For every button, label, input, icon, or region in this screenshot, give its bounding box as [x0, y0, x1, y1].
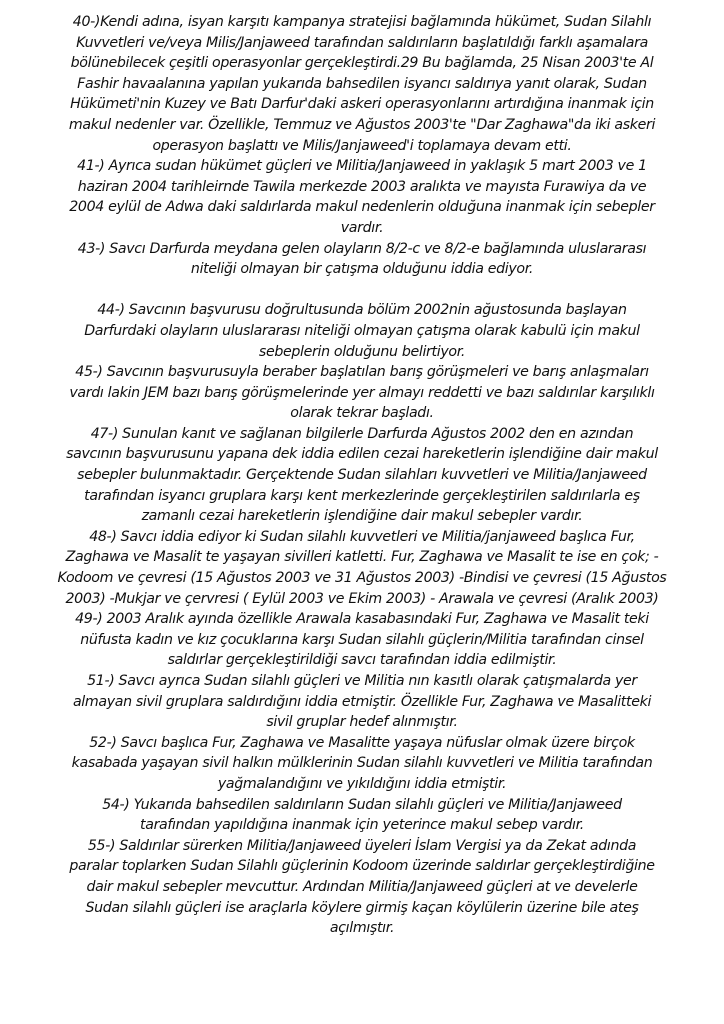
text-line: Zaghawa ve Masalit te yaşayan sivilleri katletti. Fur, Zaghawa ve Masalit te ise en çok; - — [65, 549, 659, 566]
text-line: sebepler bulunmaktadır. Gerçektende Sudan silahları kuvvetleri ve Militia/Janjaweed — [77, 467, 647, 484]
text-line: 41-) Ayrıca sudan hükümet güçleri ve Militia/Janjaweed in yaklaşık 5 mart 2003 ve 1 — [77, 158, 647, 175]
document-page — [0, 12, 724, 939]
text-line: 55-) Saldırılar sürerken Militia/Janjaweed üyeleri İslam Vergisi ya da Zekat adında — [87, 837, 637, 854]
text-line: tarafından isyancı gruplara karşı kent merkezlerinde gerçekleştirilen saldırılarla eş — [84, 487, 640, 504]
paragraph-45 — [0, 362, 724, 424]
text-line: tarafından yapıldığına inanmak için yeterince makul sebep vardır. — [140, 817, 584, 834]
text-line: kasabada yaşayan sivil halkın mülklerinin Sudan silahlı kuvvetleri ve Militia tarafından — [71, 755, 653, 772]
text-line: açılmıştır. — [329, 920, 395, 937]
text-line: Sudan silahlı güçleri ise araçlarla köylere girmiş kaçan köylülerin üzerine bile ateş — [85, 899, 639, 916]
text-line: 51-) Savcı ayrıca Sudan silahlı güçleri ve Militia nın kasıtlı olarak çatışmalarda yer — [87, 673, 637, 689]
paragraph-51 — [0, 671, 724, 733]
text-line: Kuvvetleri ve/veya Milis/Janjaweed tarafından saldırıların başlatıldığı farklı aşamalara — [76, 34, 648, 51]
text-line: 52-) Savcı başlıca Fur, Zaghawa ve Masalitte yaşaya nüfuslar olmak üzere birçok — [89, 734, 635, 751]
text-line: 47-) Sunulan kanıt ve sağlanan bilgilerle Darfurda Ağustos 2002 den en azından — [90, 425, 634, 442]
paragraph-49 — [0, 609, 724, 671]
text-line: paralar toplarken Sudan Silahlı güçlerinin Kodoom üzerinde saldırlar gerçekleştirdiğine — [69, 858, 655, 875]
text-line: 40-)Kendi adına, isyan karşıtı kampanya stratejisi bağlamında hükümet, Sudan Silahlı — [72, 14, 652, 30]
paragraph-43 — [0, 239, 724, 280]
paragraph-44 — [0, 300, 724, 362]
text-line: nüfusta kadın ve kız çocuklarına karşı Sudan silahlı güçlerin/Militia tarafından cinsel — [80, 631, 644, 648]
text-line: dair makul sebepler mevcuttur. Ardından Militia/Janjaweed güçleri at ve develerle — [86, 878, 638, 895]
paragraph-47 — [0, 424, 724, 527]
text-line: vardır. — [340, 219, 384, 236]
text-line: olarak tekrar başladı. — [290, 405, 434, 422]
text-line: Hükümeti'nin Kuzey ve Batı Darfur'daki askeri operasyonlarını artırdığına inanmak için — [70, 96, 654, 113]
text-line: 45-) Savcının başvurusuyla beraber başlatılan barış görüşmeleri ve barış anlaşmaları — [75, 364, 649, 381]
text-line: sebeplerin olduğunu belirtiyor. — [258, 343, 466, 360]
text-line: 2003) -Mukjar ve çervresi ( Eylül 2003 ve Ekim 2003) - Arawala ve çevresi (Aralık 2003) — [65, 590, 659, 607]
blank-line — [0, 280, 724, 301]
text-line: haziran 2004 tarihleirnde Tawila merkezde 2003 aralıkta ve mayısta Furawiya da ve — [77, 178, 647, 195]
text-line: Kodoom ve çevresi (15 Ağustos 2003 ve 31 Ağustos 2003) -Bindisi ve çevresi (15 Ağustos — [57, 570, 667, 587]
text-line: 49-) 2003 Aralık ayında özellikle Arawala kasabasındaki Fur, Zaghawa ve Masalit teki — [75, 611, 649, 628]
paragraph-41 — [0, 156, 724, 238]
text-line: vardı lakin JEM bazı barış görüşmelerinde yer almayı reddetti ve bazı saldırılar karşılıklı — [69, 384, 655, 401]
text-line: saldırlar gerçekleştirildiği savcı tarafından iddia edilmiştir. — [167, 652, 557, 669]
text-line: operasyon başlattı ve Milis/Janjaweed'i toplamaya devam etti. — [152, 137, 572, 154]
paragraph-48 — [0, 527, 724, 609]
text-line: 2004 eylül de Adwa daki saldırlarda makul nedenlerin olduğuna inanmak için sebepler — [69, 199, 655, 216]
text-line: Darfurdaki olayların uluslararası niteliği olmayan çatışma olarak kabulü için makul — [84, 322, 640, 339]
text-line: makul nedenler var. Özellikle, Temmuz ve Ağustos 2003'te "Dar Zaghawa"da iki askeri — [68, 116, 656, 133]
text-line: sivil gruplar hedef alınmıştır. — [266, 714, 458, 731]
text-line: yağmalandığını ve yıkıldığını iddia etmiştir. — [217, 775, 507, 792]
text-line: zamanlı cezai hareketlerin işlendiğine dair makul sebepler vardır. — [141, 508, 583, 525]
text-line: 54-) Yukarıda bahsedilen saldırıların Sudan silahlı güçleri ve Militia/Janjaweed — [102, 796, 622, 813]
text-line: 48-) Savcı iddia ediyor ki Sudan silahlı kuvvetleri ve Militia/janjaweed başlıca Fur, — [89, 528, 635, 545]
paragraph-40 — [0, 12, 724, 156]
text-line: savcının başvurusunu yapana dek iddia edilen cezai hareketlerin işlendiğine dair makul — [66, 446, 658, 463]
paragraph-52 — [0, 733, 724, 795]
paragraph-55 — [0, 836, 724, 939]
text-line: 43-) Savcı Darfurda meydana gelen olayların 8/2-c ve 8/2-e bağlamında uluslararası — [77, 240, 647, 257]
text-line: Fashir havaalanına yapılan yukarıda bahsedilen isyancı saldırıya yanıt olarak, Sudan — [77, 75, 647, 92]
text-line: 44-) Savcının başvurusu doğrultusunda bölüm 2002nin ağustosunda başlayan — [97, 302, 627, 319]
text-line: almayan sivil gruplara saldırdığını iddia etmiştir. Özellikle Fur, Zaghawa ve Masalitteki — [72, 693, 652, 710]
paragraph-54 — [0, 795, 724, 836]
text-line: bölünebilecek çeşitli operasyonlar gerçekleştirdi.29 Bu bağlamda, 25 Nisan 2003'te Al — [70, 55, 654, 72]
text-line: niteliği olmayan bir çatışma olduğunu iddia ediyor. — [190, 261, 534, 278]
